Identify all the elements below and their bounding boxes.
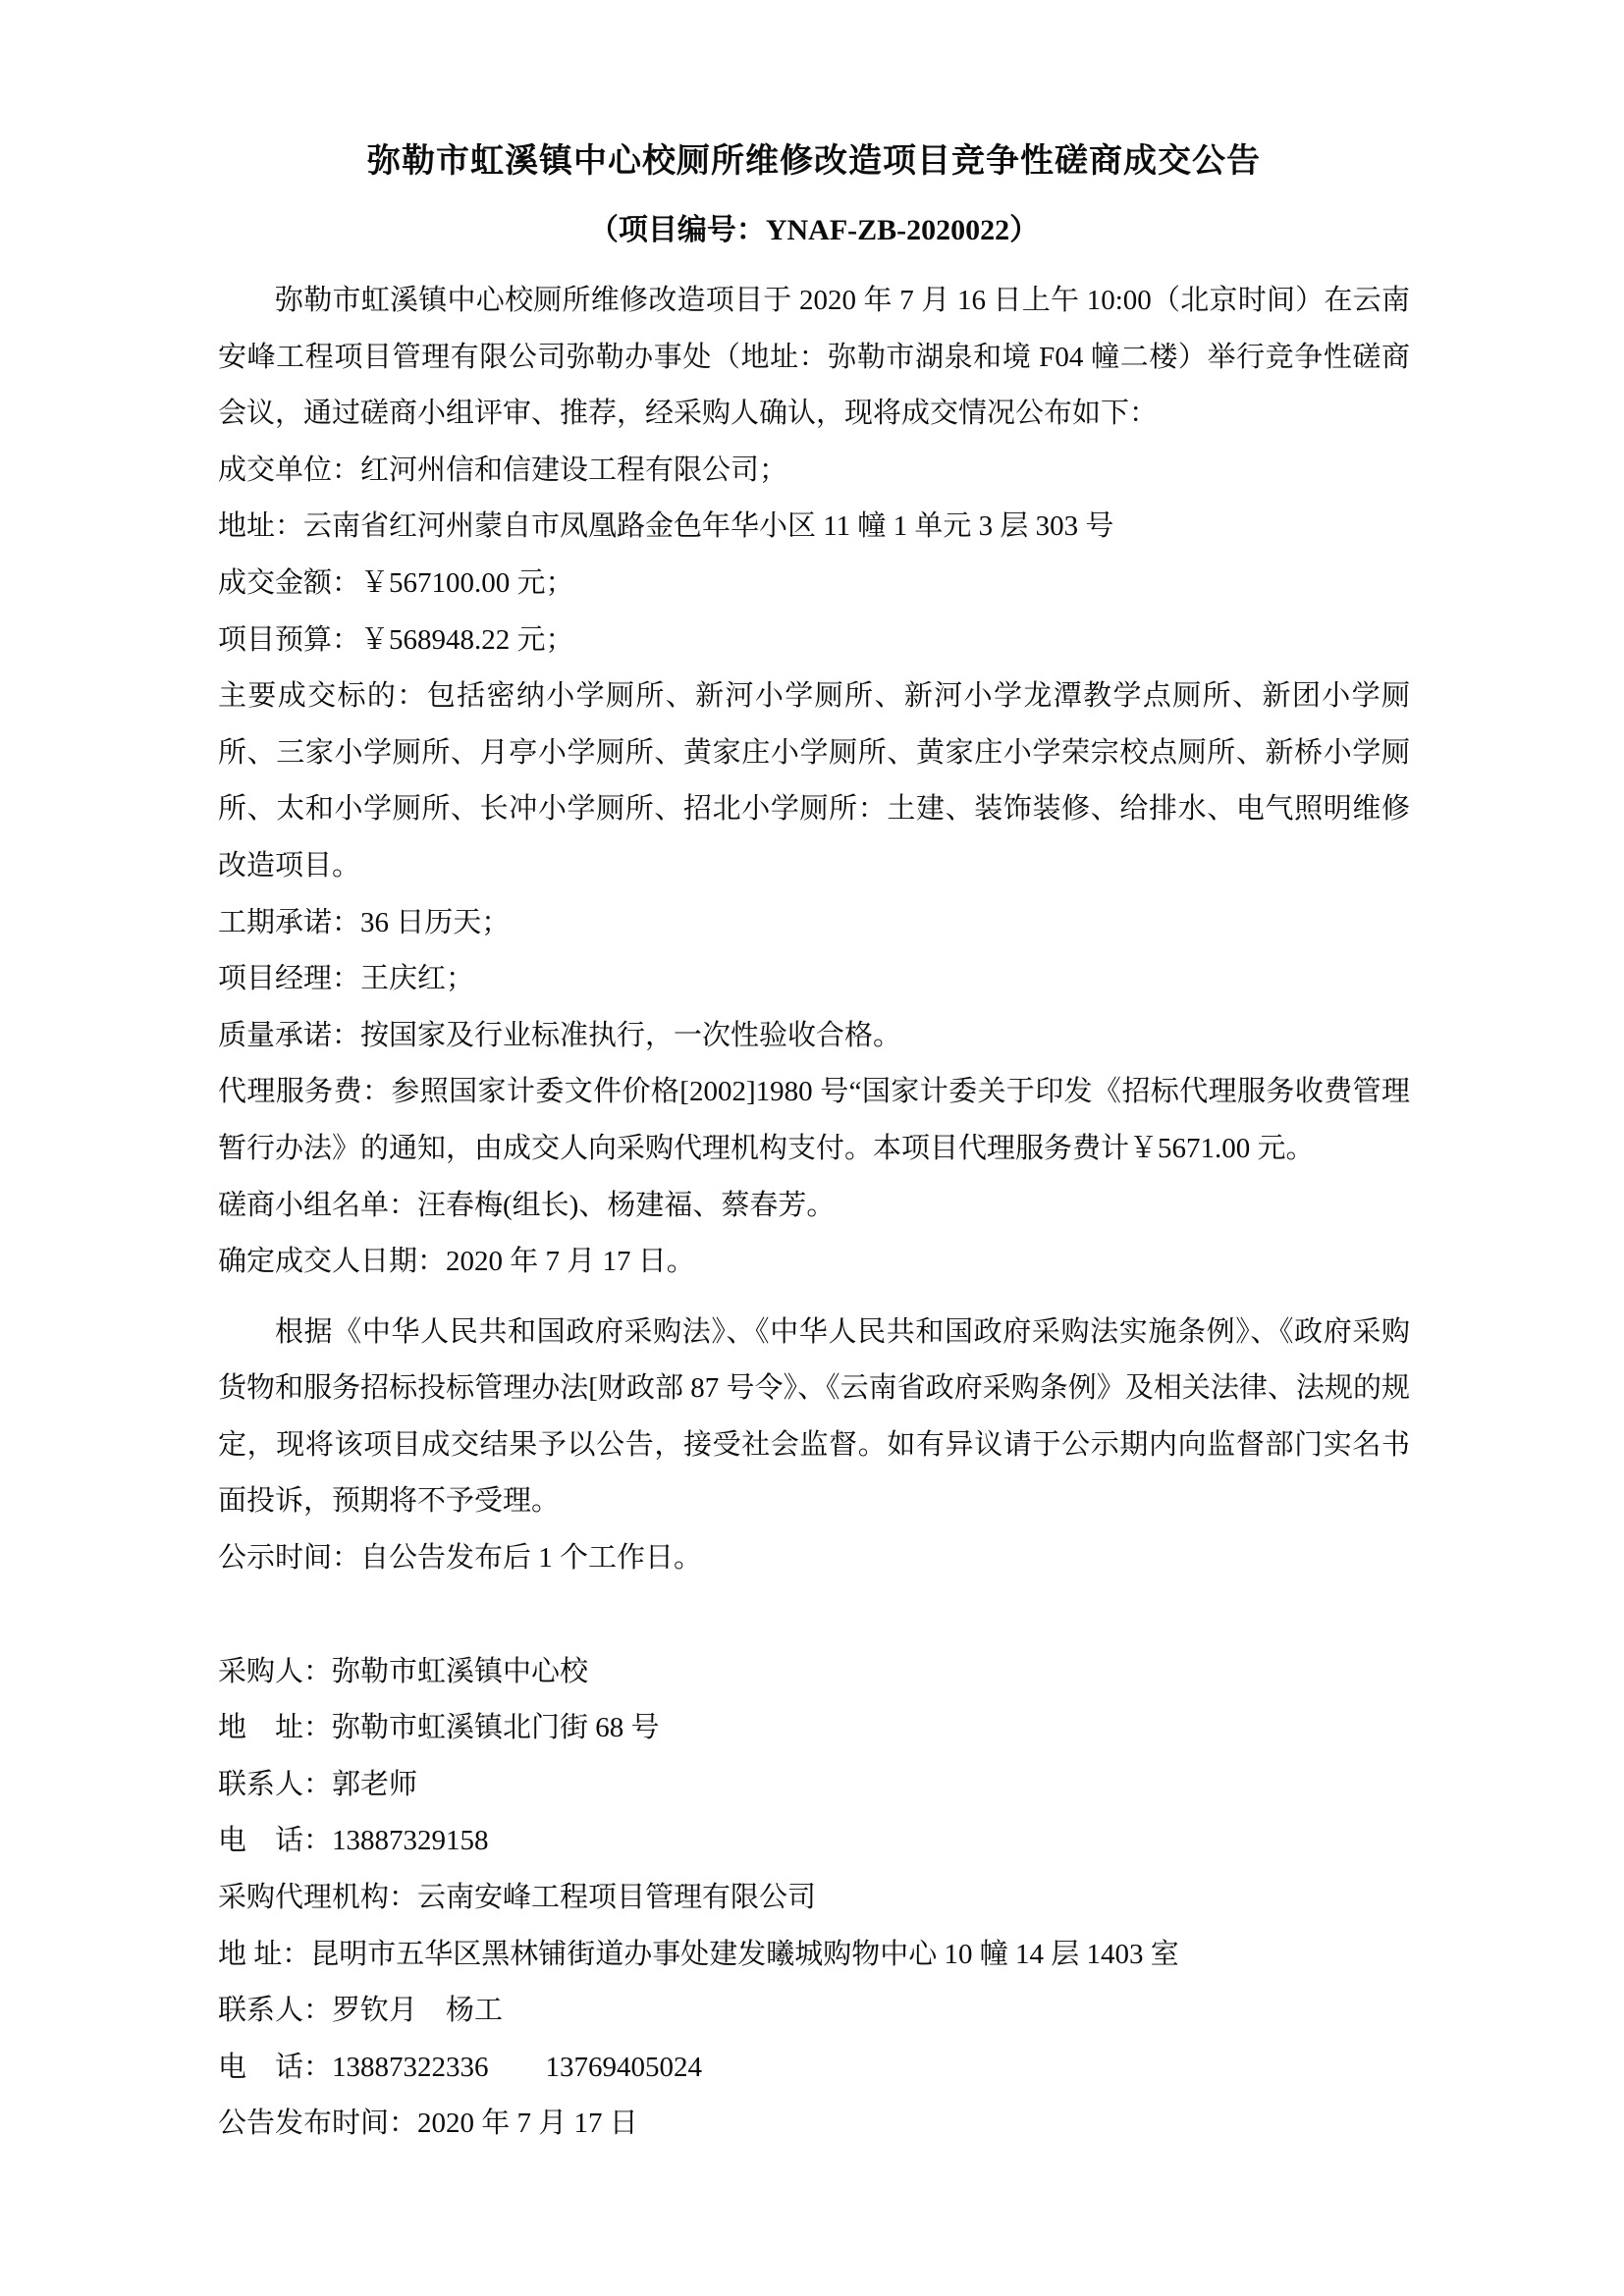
purchaser-phone-line: 电 话：13887329158 xyxy=(218,1825,489,1857)
award-scope-line: 主要成交标的：包括密纳小学厕所、新河小学厕所、新河小学龙潭教学点厕所、新团小学厕所、三家小学厕所、月亭小学厕所、黄家庄小学厕所、黄家庄小学荣宗校点厕所、新桥小学厕所、太和小学厕所、长冲小学厕所、招北小学厕所：土建、装饰装修、给排水、电气照明维修改造项目。 xyxy=(218,680,1410,881)
quality-commitment-line: 质量承诺：按国家及行业标准执行，一次性验收合格。 xyxy=(218,1019,902,1051)
project-manager-line: 项目经理：王庆红； xyxy=(218,963,475,995)
project-budget-line: 项目预算：￥568948.22 元； xyxy=(218,623,574,656)
agency-phone-line: 电 话：13887322336 13769405024 xyxy=(218,2051,703,2083)
document-title: 弥勒市虹溪镇中心校厕所维修改造项目竞争性磋商成交公告 xyxy=(367,143,1261,180)
intro-paragraph: 弥勒市虹溪镇中心校厕所维修改造项目于 2020 年 7 月 16 日上午 10:00（北京时间）在云南安峰工程项目管理有限公司弥勒办事处（地址：弥勒市湖泉和境 F04 幢二楼）举行竞争性磋商会议，通过磋商小组评审、推荐，经采购人确认，现将成交情况公布如下： xyxy=(218,285,1410,430)
agency-address-line: 地 址：昆明市五华区黑林铺街道办事处建发曦城购物中心 10 幢 14 层 1403 室 xyxy=(218,1938,1179,1970)
agency-line: 采购代理机构：云南安峰工程项目管理有限公司 xyxy=(218,1882,817,1914)
legal-basis-paragraph: 根据《中华人民共和国政府采购法》、《中华人民共和国政府采购法实施条例》、《政府采购货物和服务招标投标管理办法[财政部 87 号令》、《云南省政府采购条例》及相关法律、法规的规定，现将该项目成交结果予以公告，接受社会监督。如有异议请于公示期内向监督部门实名书面投诉，预期将不予受理。 xyxy=(218,1315,1410,1518)
project-number-line: （项目编号：YNAF-ZB-2020022） xyxy=(588,214,1040,246)
award-date-line: 确定成交人日期：2020 年 7 月 17 日。 xyxy=(218,1246,695,1278)
award-winner-line: 成交单位：红河州信和信建设工程有限公司； xyxy=(218,454,788,486)
publicity-period-line: 公示时间：自公告发布后 1 个工作日。 xyxy=(218,1542,703,1575)
award-amount-line: 成交金额：￥567100.00 元； xyxy=(218,566,574,599)
purchaser-contact-line: 联系人：郭老师 xyxy=(218,1768,418,1800)
agency-contact-line: 联系人：罗钦月 杨工 xyxy=(218,1995,504,2027)
agency-fee-line: 代理服务费：参照国家计委文件价格[2002]1980 号“国家计委关于印发《招标代理服务收费管理暂行办法》的通知，由成交人向采购代理机构支付。本项目代理服务费计￥5671.00 元。 xyxy=(218,1076,1410,1164)
panel-list-line: 磋商小组名单：汪春梅(组长)、杨建福、蔡春芳。 xyxy=(218,1189,836,1221)
duration-commitment-line: 工期承诺：36 日历天； xyxy=(218,906,511,938)
purchaser-line: 采购人：弥勒市虹溪镇中心校 xyxy=(218,1655,589,1687)
purchaser-address-line: 地 址：弥勒市虹溪镇北门街 68 号 xyxy=(218,1712,660,1744)
winner-address-line: 地址：云南省红河州蒙自市凤凰路金色年华小区 11 幢 1 单元 3 层 303 号 xyxy=(218,510,1114,543)
publish-date-line: 公告发布时间：2020 年 7 月 17 日 xyxy=(218,2108,638,2140)
